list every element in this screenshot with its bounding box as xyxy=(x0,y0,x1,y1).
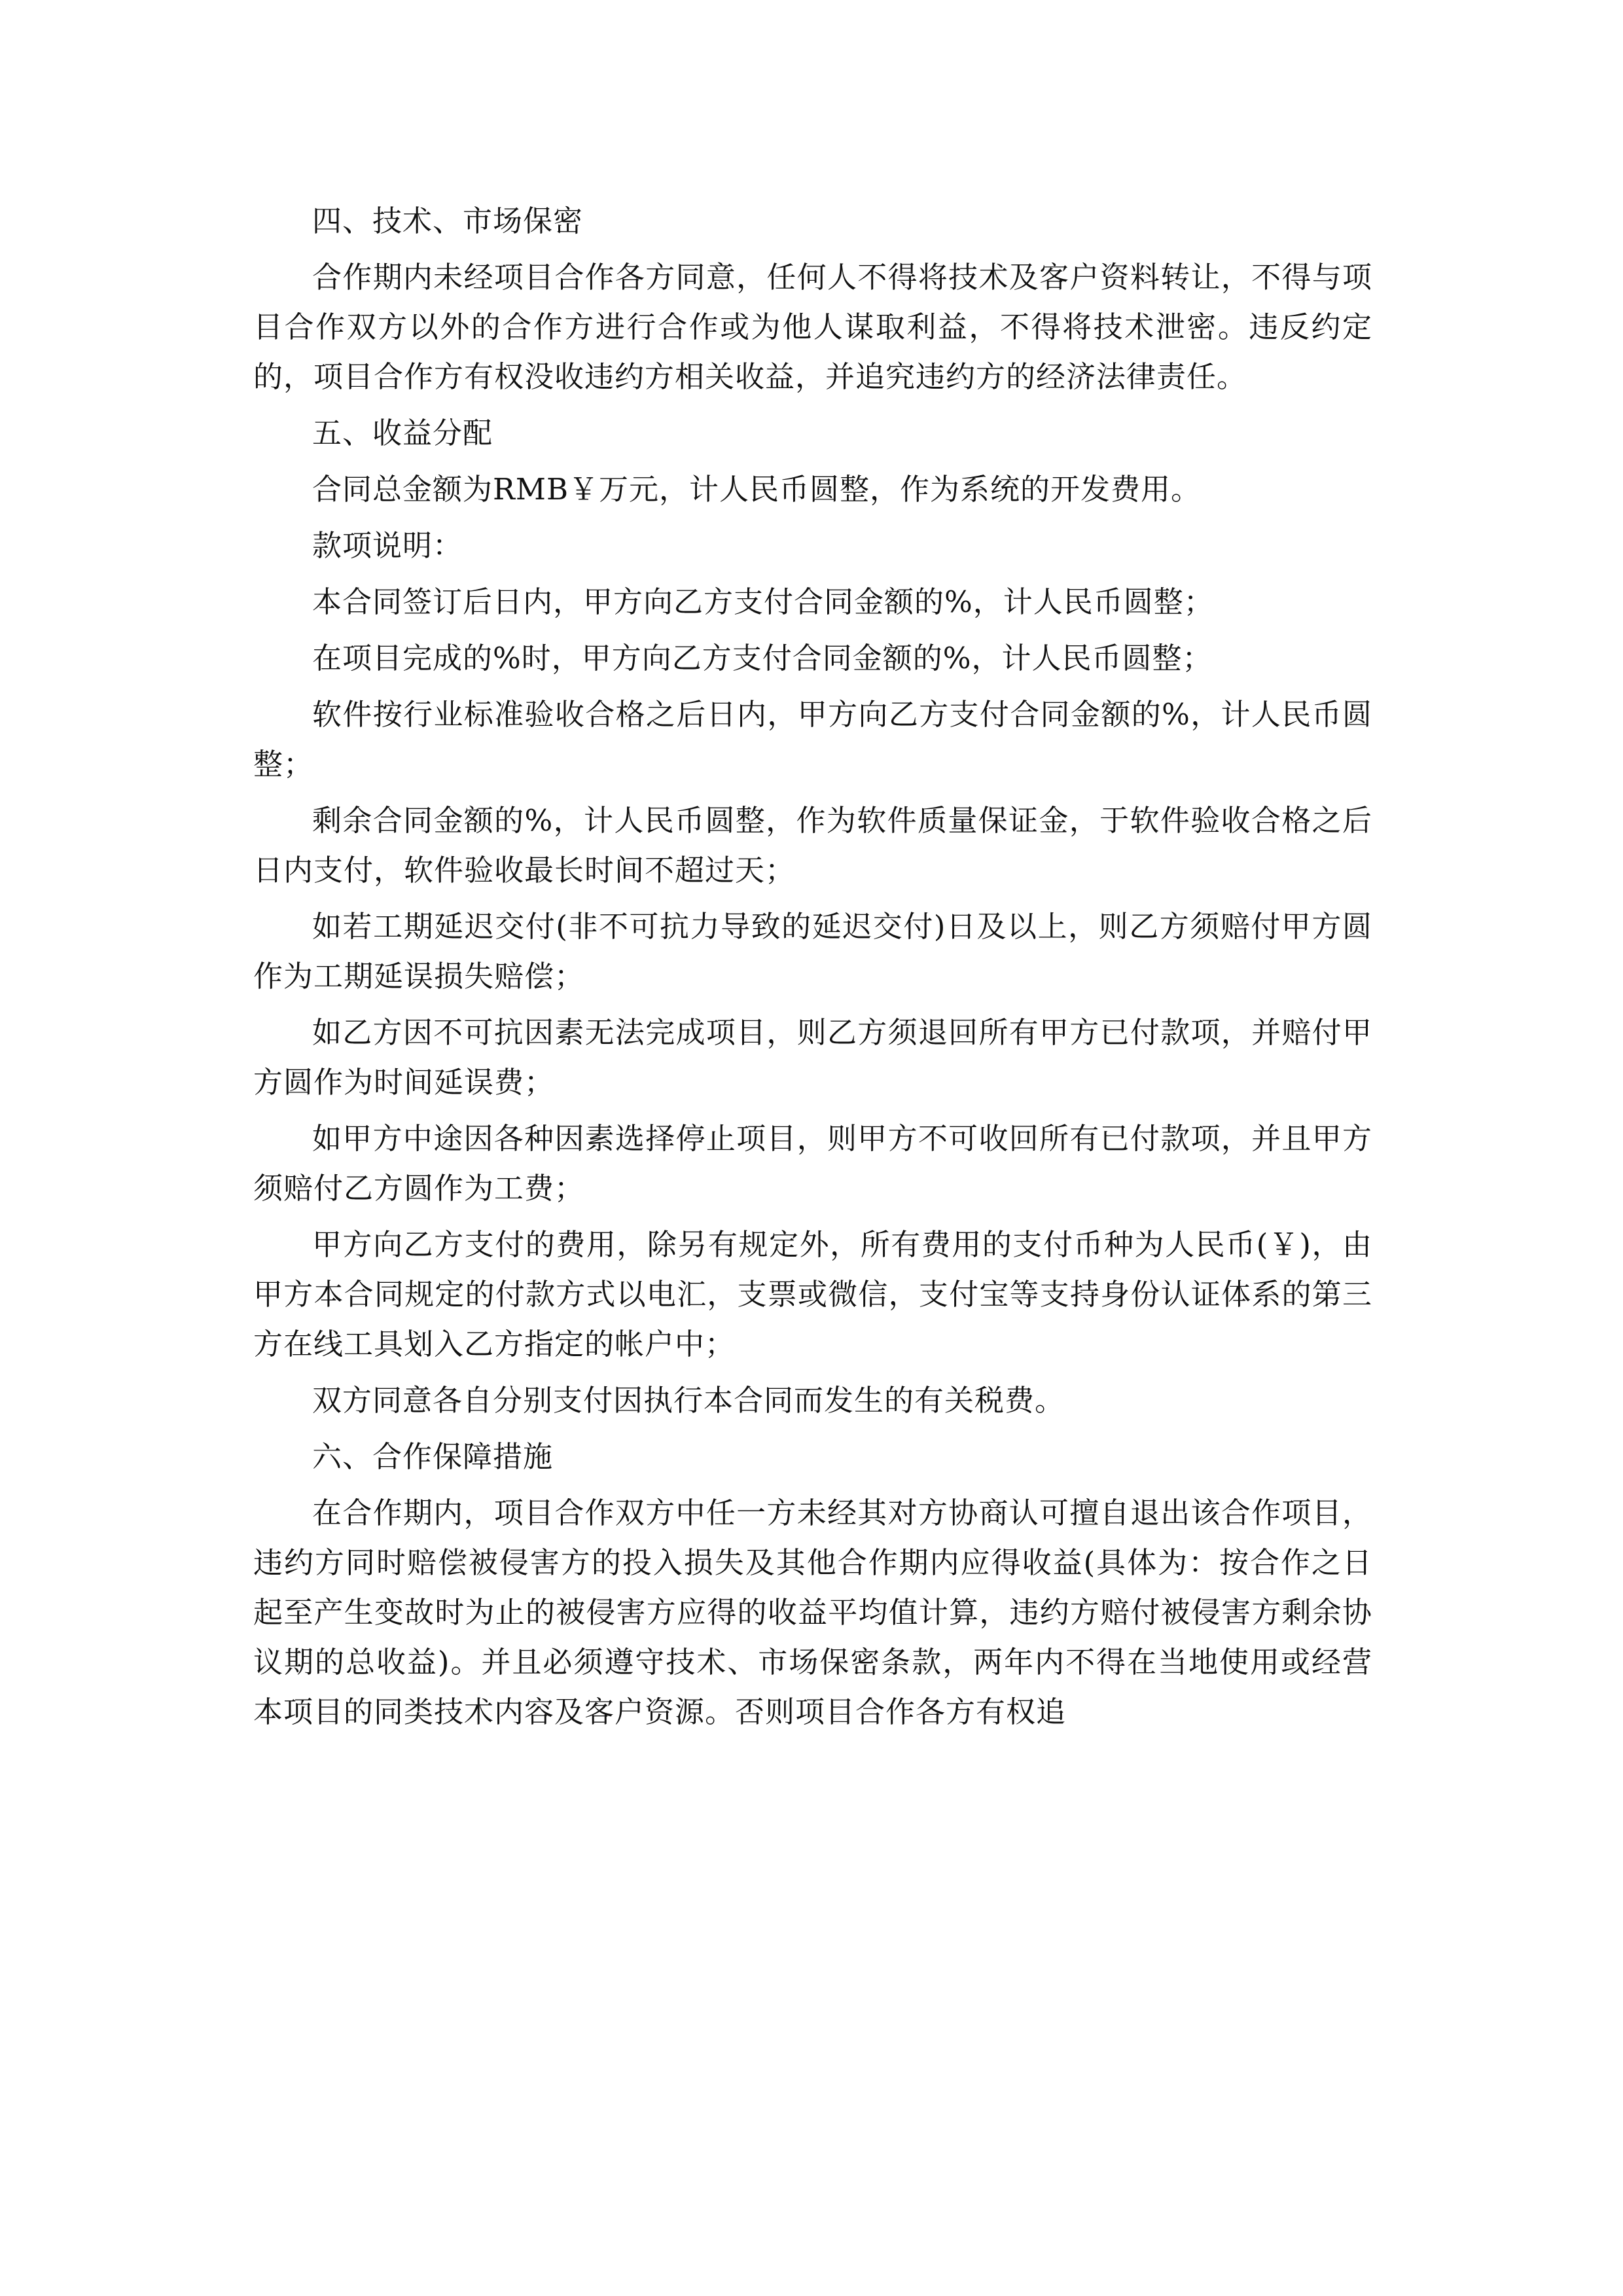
paragraph-taxes: 双方同意各自分别支付因执行本合同而发生的有关税费。 xyxy=(312,1383,1065,1418)
paragraph-payment-heading: 款项说明： xyxy=(312,528,463,563)
paragraph-confidentiality-terms: 合作期内未经项目合作各方同意，任何人不得将技术及客户资料转让，不得与项目合作双方以外的合作方进行合作或为他人谋取利益，不得将技术泄密。违反约定的，项目合作方有权没收违约方相关收益，并追究违约方的经济法律责任。 xyxy=(253,260,1372,394)
document-body xyxy=(253,196,1372,1744)
paragraph-quality-deposit: 剩余合同金额的%，计人民币圆整，作为软件质量保证金，于软件验收合格之后日内支付，软件验收最长时间不超过天； xyxy=(253,803,1372,888)
section-heading-revenue: 五、收益分配 xyxy=(312,416,493,450)
paragraph-contract-amount: 合同总金额为RMB￥万元，计人民币圆整，作为系统的开发费用。 xyxy=(312,472,1202,507)
paragraph-payment-method: 甲方向乙方支付的费用，除另有规定外，所有费用的支付币种为人民币(￥)，由甲方本合同规定的付款方式以电汇，支票或微信，支付宝等支持身份认证体系的第三方在线工具划入乙方指定的帐户中； xyxy=(253,1227,1372,1361)
section-heading-guarantee: 六、合作保障措施 xyxy=(312,1439,554,1474)
paragraph-termination: 如甲方中途因各种因素选择停止项目，则甲方不可收回所有已付款项，并且甲方须赔付乙方圆作为工费； xyxy=(253,1121,1372,1206)
section-heading-confidentiality: 四、技术、市场保密 xyxy=(312,204,584,238)
paragraph-payment-acceptance: 软件按行业标准验收合格之后日内，甲方向乙方支付合同金额的%，计人民币圆整； xyxy=(253,697,1372,781)
paragraph-guarantee-terms: 在合作期内，项目合作双方中任一方未经其对方协商认可擅自退出该合作项目，违约方同时赔偿被侵害方的投入损失及其他合作期内应得收益(具体为：按合作之日起至产生变故时为止的被侵害方应得的收益平均值计算，违约方赔付被侵害方剩余协议期的总收益)。并且必须遵守技术、市场保密条款，两年内不得在当地使用或经营本项目的同类技术内容及客户资源。否则项目合作各方有权追 xyxy=(253,1496,1372,1729)
paragraph-payment-first: 本合同签订后日内，甲方向乙方支付合同金额的%，计人民币圆整； xyxy=(312,584,1214,619)
paragraph-force-majeure: 如乙方因不可抗因素无法完成项目，则乙方须退回所有甲方已付款项，并赔付甲方圆作为时间延误费； xyxy=(253,1015,1372,1100)
paragraph-delay-penalty: 如若工期延迟交付(非不可抗力导致的延迟交付)日及以上，则乙方须赔付甲方圆作为工期延误损失赔偿； xyxy=(253,909,1372,994)
paragraph-payment-milestone: 在项目完成的%时，甲方向乙方支付合同金额的%，计人民币圆整； xyxy=(312,641,1213,675)
